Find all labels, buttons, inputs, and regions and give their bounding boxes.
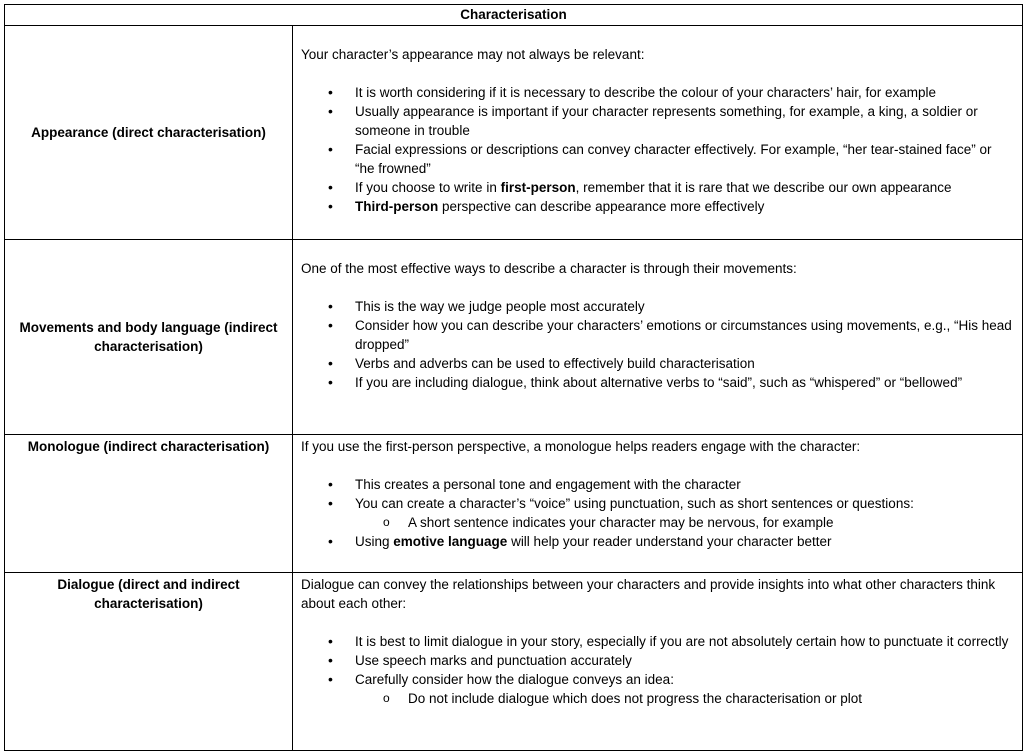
table-row bbox=[5, 240, 1022, 435]
list-item: • This is the way we judge people most accurately bbox=[301, 297, 1014, 316]
table-title: Characterisation bbox=[5, 5, 1022, 26]
list-item: • Facial expressions or descriptions can convey character effectively. For example, “her tear-stained face” or “he frowned” bbox=[301, 140, 1014, 178]
row-intro: Your character’s appearance may not always be relevant: bbox=[301, 47, 645, 62]
table-row bbox=[5, 573, 1022, 750]
list-item: • Usually appearance is important if your character represents something, for example, a king, a soldier or someone in trouble bbox=[301, 102, 1014, 140]
list-item: • It is worth considering if it is necessary to describe the colour of your characters’ hair, for example bbox=[301, 83, 1014, 102]
bullet-list bbox=[301, 297, 1014, 392]
row-content bbox=[293, 573, 1022, 750]
row-content bbox=[293, 26, 1022, 239]
characterisation-table bbox=[4, 4, 1023, 751]
row-intro: If you use the first-person perspective, a monologue helps readers engage with the character: bbox=[301, 439, 861, 454]
row-heading: Appearance (direct characterisation) bbox=[5, 26, 293, 239]
table-row bbox=[5, 435, 1022, 573]
sub-list-item: o Do not include dialogue which does not progress the characterisation or plot bbox=[301, 689, 1014, 708]
list-item: • Use speech marks and punctuation accurately bbox=[301, 651, 1014, 670]
list-item: • If you are including dialogue, think about alternative verbs to “said”, such as “whispered” or “bellowed” bbox=[301, 373, 1014, 392]
list-item: • Consider how you can describe your characters’ emotions or circumstances using movements, e.g., “His head dropped” bbox=[301, 316, 1014, 354]
bullet-list bbox=[301, 475, 1014, 551]
list-item: • It is best to limit dialogue in your story, especially if you are not absolutely certain how to punctuate it correctly bbox=[301, 632, 1014, 651]
list-item: • If you choose to write in first-person, remember that it is rare that we describe our own appearance bbox=[301, 178, 1014, 197]
list-item: • Verbs and adverbs can be used to effectively build characterisation bbox=[301, 354, 1014, 373]
row-heading: Monologue (indirect characterisation) bbox=[5, 435, 293, 572]
list-item: • Third-person perspective can describe appearance more effectively bbox=[301, 197, 1014, 216]
bullet-list bbox=[301, 632, 1014, 708]
list-item: • Carefully consider how the dialogue conveys an idea: bbox=[301, 670, 1014, 689]
bullet-list bbox=[301, 83, 1014, 216]
row-intro: One of the most effective ways to describe a character is through their movements: bbox=[301, 261, 797, 276]
row-content bbox=[293, 240, 1022, 434]
row-heading: Dialogue (direct and indirect characterisation) bbox=[5, 573, 293, 750]
sub-list-item: o A short sentence indicates your character may be nervous, for example bbox=[301, 513, 1014, 532]
list-item: • Using emotive language will help your reader understand your character better bbox=[301, 532, 1014, 551]
table-row bbox=[5, 26, 1022, 240]
list-item: • You can create a character’s “voice” using punctuation, such as short sentences or questions: bbox=[301, 494, 1014, 513]
row-content bbox=[293, 435, 1022, 572]
row-heading: Movements and body language (indirect characterisation) bbox=[5, 240, 293, 434]
row-intro: Dialogue can convey the relationships between your characters and provide insights into what other characters think about each other: bbox=[301, 577, 996, 611]
list-item: • This creates a personal tone and engagement with the character bbox=[301, 475, 1014, 494]
